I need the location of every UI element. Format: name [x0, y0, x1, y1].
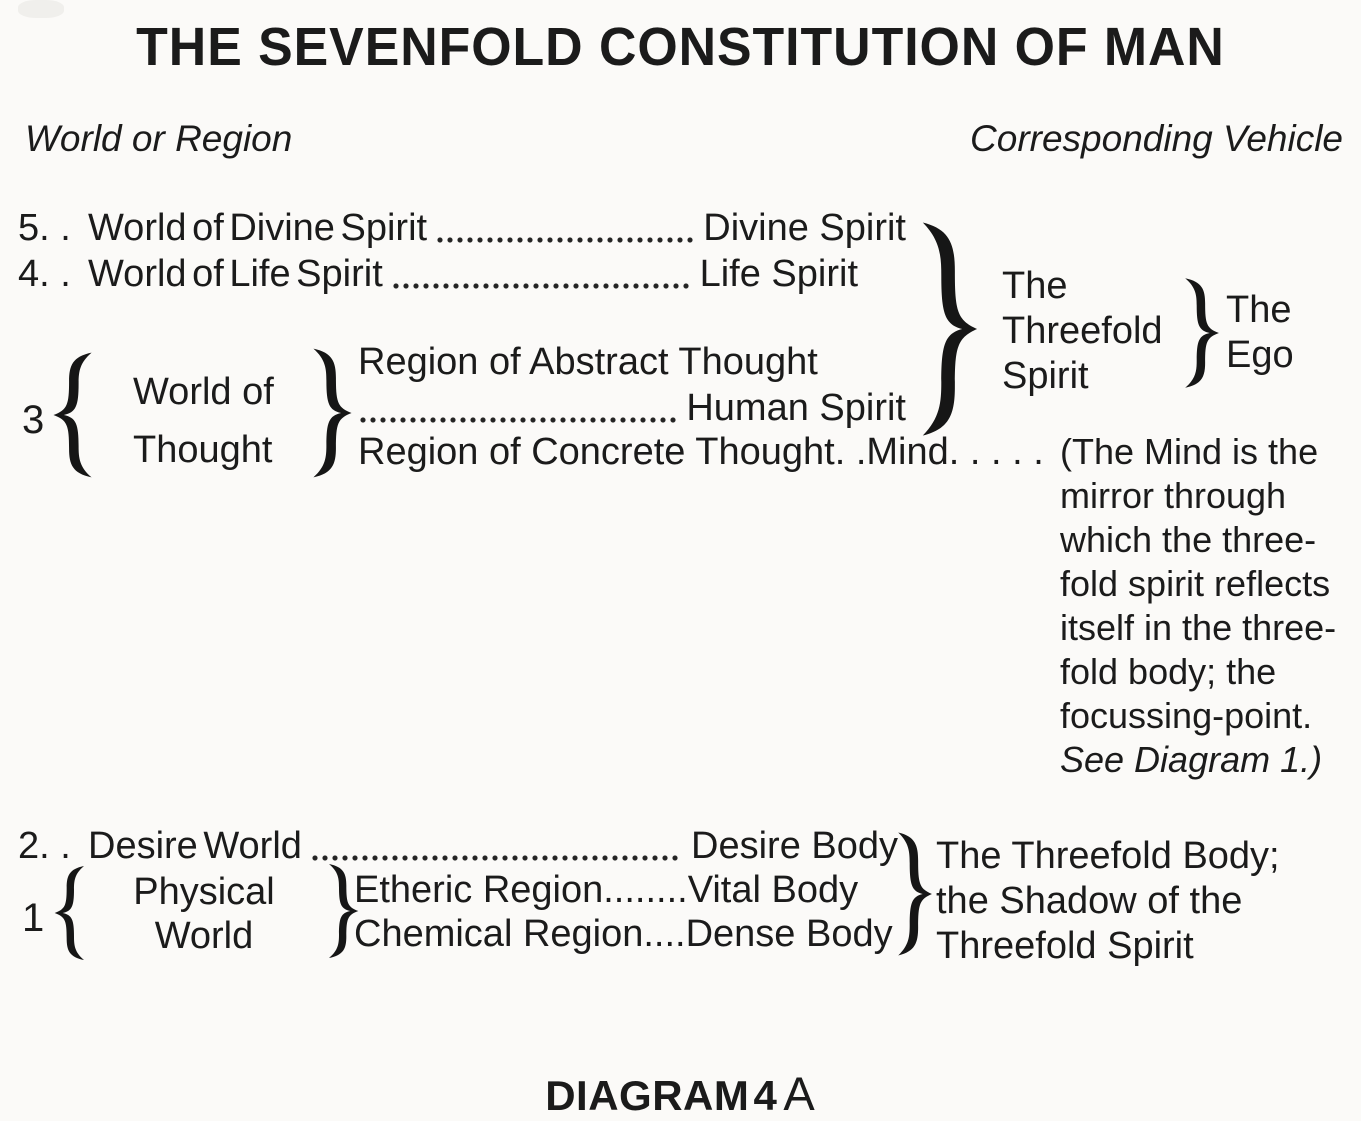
- mind-note-line: fold spirit reflects: [1060, 563, 1331, 604]
- vehicle-name: Desire Body: [691, 825, 898, 867]
- the-ego-line1: The: [1226, 289, 1292, 331]
- threefold-spirit-label: [1002, 264, 1163, 399]
- column-header-world-or-region: World or Region: [25, 118, 293, 159]
- diagram-caption: [0, 1066, 1361, 1121]
- row-world-of-divine-spirit: [18, 206, 906, 250]
- column-header-corresponding-vehicle: Corresponding Vehicle: [970, 118, 1343, 159]
- the-ego-label: [1226, 288, 1294, 378]
- row-desire-world: [18, 824, 898, 868]
- row-human-spirit: [358, 386, 906, 430]
- row-number: 2. .: [18, 825, 71, 867]
- region-abstract-thought: Region of Abstract Thought: [358, 341, 818, 383]
- row-world-of-life-spirit: [18, 252, 858, 296]
- threefold-spirit-line1: The: [1002, 265, 1068, 307]
- row-number-1: 1: [22, 896, 45, 940]
- diagram-title: THE SEVENFOLD CONSTITUTION OF MAN: [136, 17, 1225, 77]
- left-brace-physical-world: [52, 864, 92, 962]
- brace-threefold-spirit: [908, 218, 982, 440]
- mind-note-line: itself in the three-: [1060, 607, 1337, 648]
- row-number-3: 3: [22, 398, 45, 442]
- brace-the-ego: [1176, 276, 1222, 390]
- region-concrete-thought-mind: Region of Concrete Thought. .Mind. . . . .: [358, 431, 1044, 473]
- diagram-caption-bold: DIAGRAM 4: [545, 1072, 778, 1119]
- mind-note-line: fold body; the: [1060, 651, 1277, 692]
- threefold-spirit-line2: Threefold: [1002, 310, 1163, 352]
- dotted-leader: [310, 855, 681, 861]
- the-ego-line2: Ego: [1226, 334, 1294, 376]
- row-number: 4. .: [18, 253, 71, 295]
- threefold-spirit-line3: Spirit: [1002, 355, 1089, 397]
- chemical-region-dense-body: Chemical Region....Dense Body: [354, 913, 893, 955]
- brace-thought-regions: [303, 346, 355, 480]
- threefold-body-line1: The Threefold Body;: [936, 835, 1280, 877]
- physical-world-line2: World: [154, 915, 254, 957]
- dotted-leader: [435, 237, 693, 243]
- vehicle-name: Life Spirit: [699, 253, 858, 295]
- physical-world-line1: Physical: [133, 871, 275, 913]
- vehicle-name: Human Spirit: [686, 387, 906, 429]
- world-name: World of Life Spirit: [88, 253, 383, 295]
- vehicle-name: Divine Spirit: [703, 207, 906, 249]
- dotted-leader: [358, 417, 676, 423]
- mind-note-line: (The Mind is the: [1060, 431, 1319, 472]
- threefold-body-line2: the Shadow of the: [936, 880, 1243, 922]
- mind-note-see-diagram: See Diagram 1.): [1060, 739, 1323, 780]
- mind-note-line: which the three-: [1060, 519, 1317, 560]
- world-name: World of Divine Spirit: [88, 207, 428, 249]
- diagram-caption-suffix: A: [783, 1067, 816, 1120]
- threefold-body-label: [936, 834, 1280, 969]
- brace-threefold-body: [889, 830, 935, 958]
- etheric-region-vital-body: Etheric Region........Vital Body: [354, 869, 859, 911]
- world-of-thought-line2: Thought: [133, 429, 273, 471]
- world-name: Desire World: [88, 825, 302, 867]
- world-of-thought-line1: World of: [133, 371, 274, 413]
- mind-note-line: mirror through: [1060, 475, 1287, 516]
- mind-note: [1060, 430, 1336, 782]
- threefold-body-line3: Threefold Spirit: [936, 925, 1194, 967]
- left-brace-world-of-thought: [50, 350, 102, 480]
- row-number: 5. .: [18, 207, 71, 249]
- mind-note-line: focussing-point.: [1060, 695, 1313, 736]
- dotted-leader: [391, 283, 690, 289]
